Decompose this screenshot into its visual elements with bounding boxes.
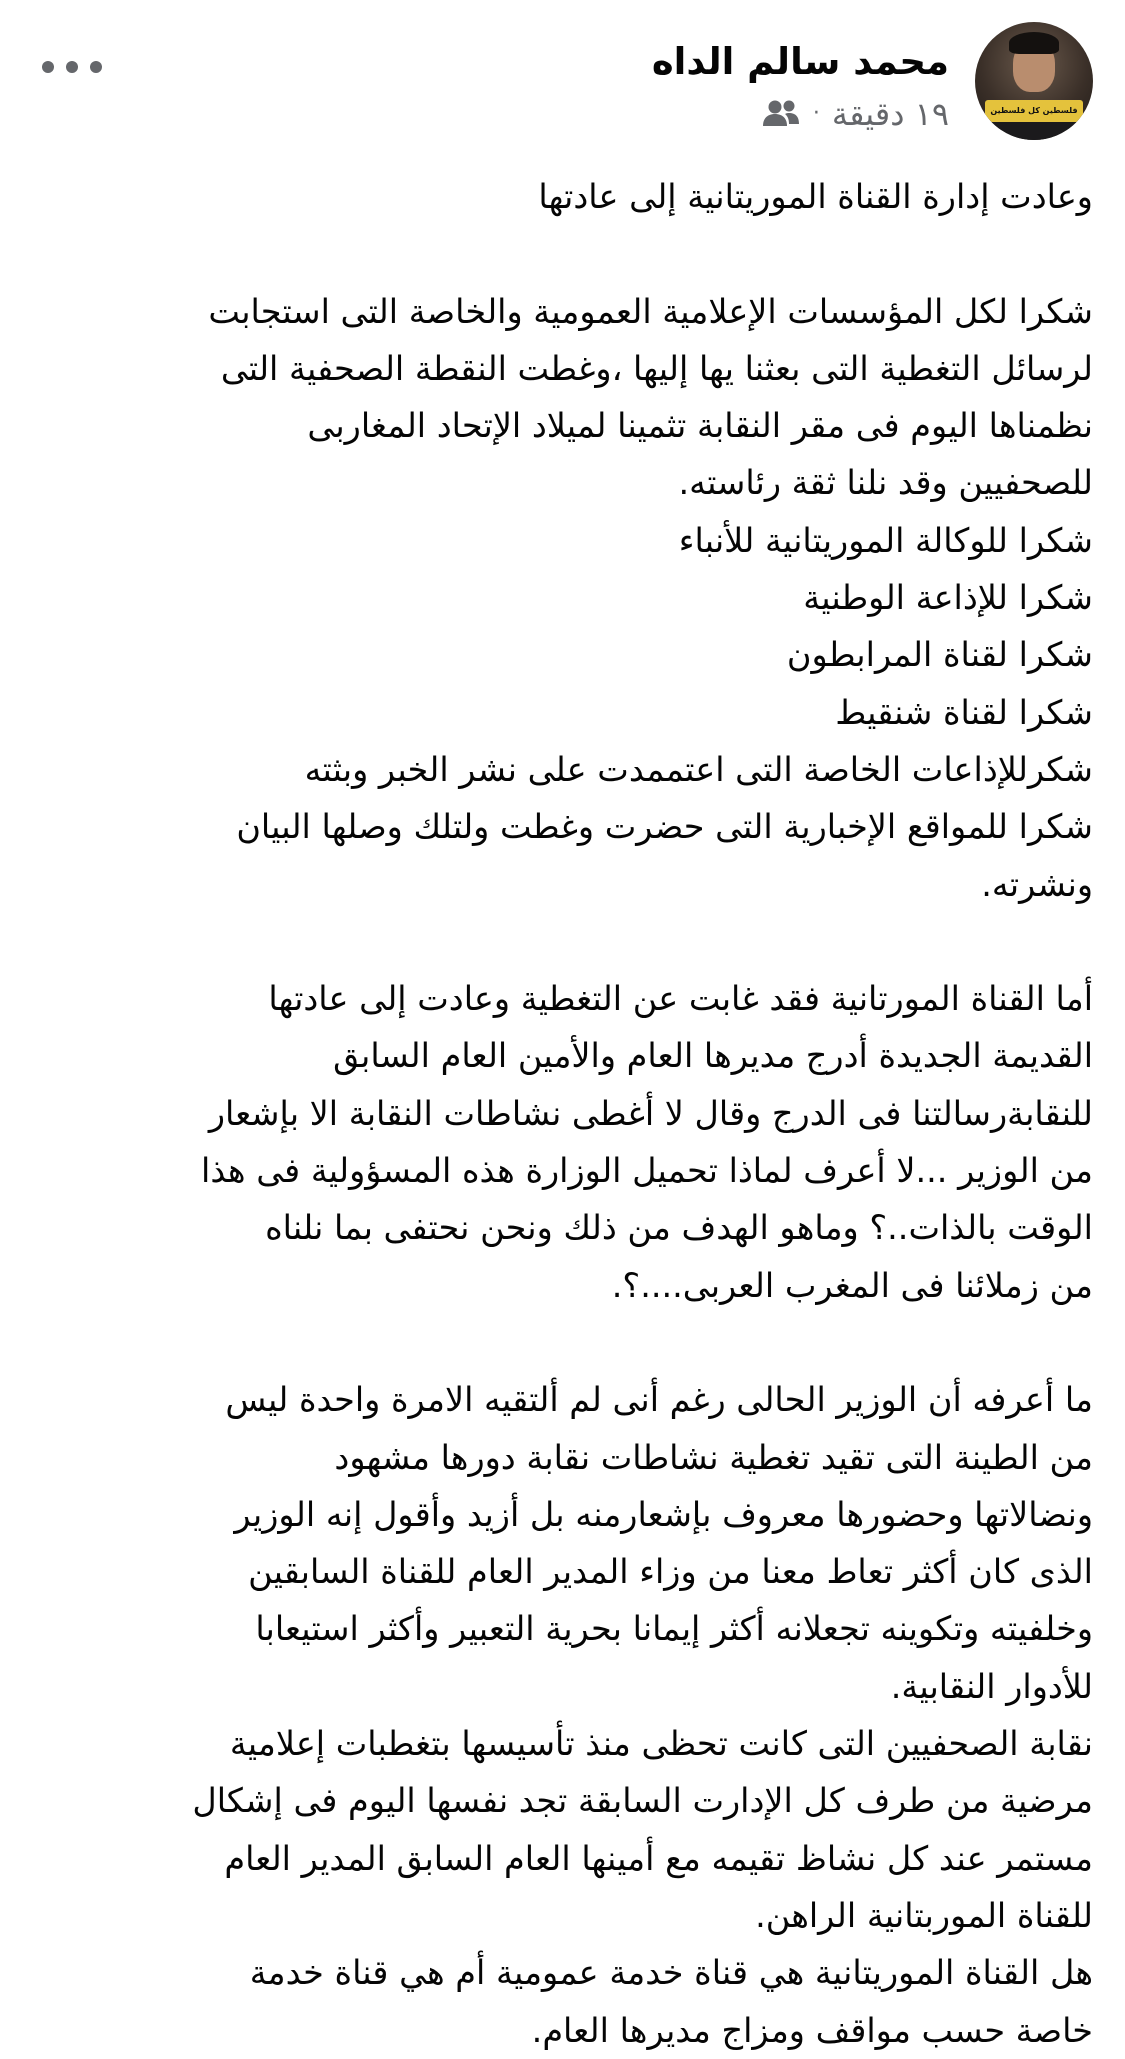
post-text-line: الوقت بالذات..؟ وماهو الهدف من ذلك ونحن نحتفى بما نلناه bbox=[265, 1208, 1093, 1248]
friends-icon[interactable] bbox=[761, 98, 801, 130]
post-text-line: ونشرته. bbox=[981, 864, 1093, 904]
post-text-line: شكرا للوكالة الموريتانية للأنباء bbox=[678, 520, 1093, 560]
post-text-line: نقابة الصحفيين التى كانت تحظى منذ تأسيسها بتغطبات إعلامية bbox=[229, 1724, 1093, 1764]
paragraph-break bbox=[32, 913, 1093, 970]
post-meta bbox=[761, 94, 949, 134]
more-dot bbox=[90, 61, 102, 73]
post-text-line: خاصة حسب مواقف ومزاج مديرها العام. bbox=[531, 2010, 1093, 2050]
paragraph-break bbox=[32, 1314, 1093, 1371]
post-text-line: من زملائنا فى المغرب العربى....؟. bbox=[611, 1265, 1093, 1305]
post-text-line: هل القناة الموريتانية هي قناة خدمة عمومية أم هي قناة خدمة bbox=[249, 1953, 1093, 1993]
more-dot bbox=[66, 61, 78, 73]
post-text-line: شكرا لقناة شنقيط bbox=[835, 692, 1093, 732]
post-text-line: شكرا لقناة المرابطون bbox=[786, 635, 1093, 675]
paragraph-break bbox=[32, 225, 1093, 282]
post-text-line: أما القناة المورتانية فقد غابت عن التغطية وعادت إلى عادتها bbox=[268, 979, 1093, 1019]
post-text-line: وخلفيته وتكوينه تجعلانه أكثر إيمانا بحرية التعبير وأكثر استيعابا bbox=[255, 1609, 1093, 1649]
post-text-line: وعادت إدارة القناة الموريتانية إلى عادتها bbox=[538, 177, 1093, 216]
post-text-line: نظمناها اليوم فى مقر النقابة تثمينا لميلاد الإتحاد المغاربى bbox=[307, 406, 1093, 446]
post-text-line: مستمر عند كل نشاظ تقيمه مع أمينها العام السابق المدير العام bbox=[224, 1838, 1093, 1878]
avatar[interactable] bbox=[975, 22, 1093, 140]
post-text-line: للصحفيين وقد نلنا ثقة رئاسته. bbox=[678, 463, 1093, 503]
post-text-line: شكرا للإذاعة الوطنية bbox=[803, 578, 1093, 618]
avatar-hair bbox=[1009, 32, 1059, 54]
post-text-line: من الوزير ...لا أعرف لماذا تحميل الوزارة هذه المسؤولية فى هذا bbox=[201, 1151, 1093, 1191]
post-text-line: شكرا للمواقع الإخبارية التى حضرت وغطت ولتلك وصلها البيان bbox=[236, 807, 1093, 847]
author-name[interactable]: محمد سالم الداه bbox=[651, 40, 949, 83]
post-text-line: الذى كان أكثر تعاط معنا من وزاء المدير العام للقناة السابقين bbox=[248, 1552, 1093, 1592]
post-text-line: شكرا لكل المؤسسات الإعلامية العمومية والخاصة التى استجابت bbox=[208, 291, 1093, 331]
post-text-line: للقناة الموربتانية الراهن. bbox=[755, 1895, 1093, 1935]
post-header bbox=[0, 22, 1125, 152]
more-dot bbox=[42, 61, 54, 73]
post-text-line: ونضالاتها وحضورها معروف بإشعارمنه بل أزيد وأقول إنه الوزير bbox=[234, 1494, 1093, 1534]
post-text-line: من الطينة التى تقيد تغطية نشاطات نقابة دورها مشهود bbox=[334, 1437, 1093, 1477]
post-text-line: لرسائل التغطية التى بعثنا يها إليها ،وغطت النقطة الصحفية التى bbox=[220, 348, 1093, 388]
meta-separator: · bbox=[812, 101, 820, 126]
post-text bbox=[32, 168, 1093, 2059]
post-text-line: شكرللإذاعات الخاصة التى اعتممدت على نشر الخبر وبثته bbox=[304, 749, 1093, 789]
post-text-line: القديمة الجديدة أدرج مديرها العام والأمين العام السابق bbox=[333, 1036, 1093, 1076]
post-text-line: للأدوار النقابية. bbox=[890, 1666, 1093, 1706]
more-options-button[interactable] bbox=[42, 52, 102, 82]
post-text-line: مرضية من طرف كل الإدارت السابقة تجد نفسها اليوم فى إشكال bbox=[192, 1781, 1093, 1821]
post-text-line: ما أعرفه أن الوزير الحالى رغم أنى لم ألتقيه الامرة واحدة ليس bbox=[225, 1380, 1093, 1420]
avatar-banner: فلسطين كل فلسطين bbox=[985, 100, 1083, 122]
post-timestamp[interactable]: ١٩ دقيقة bbox=[831, 95, 949, 133]
post-text-line: للنقابةرسالتنا فى الدرج وقال لا أغطى نشاطات النقابة الا بإشعار bbox=[208, 1093, 1093, 1133]
